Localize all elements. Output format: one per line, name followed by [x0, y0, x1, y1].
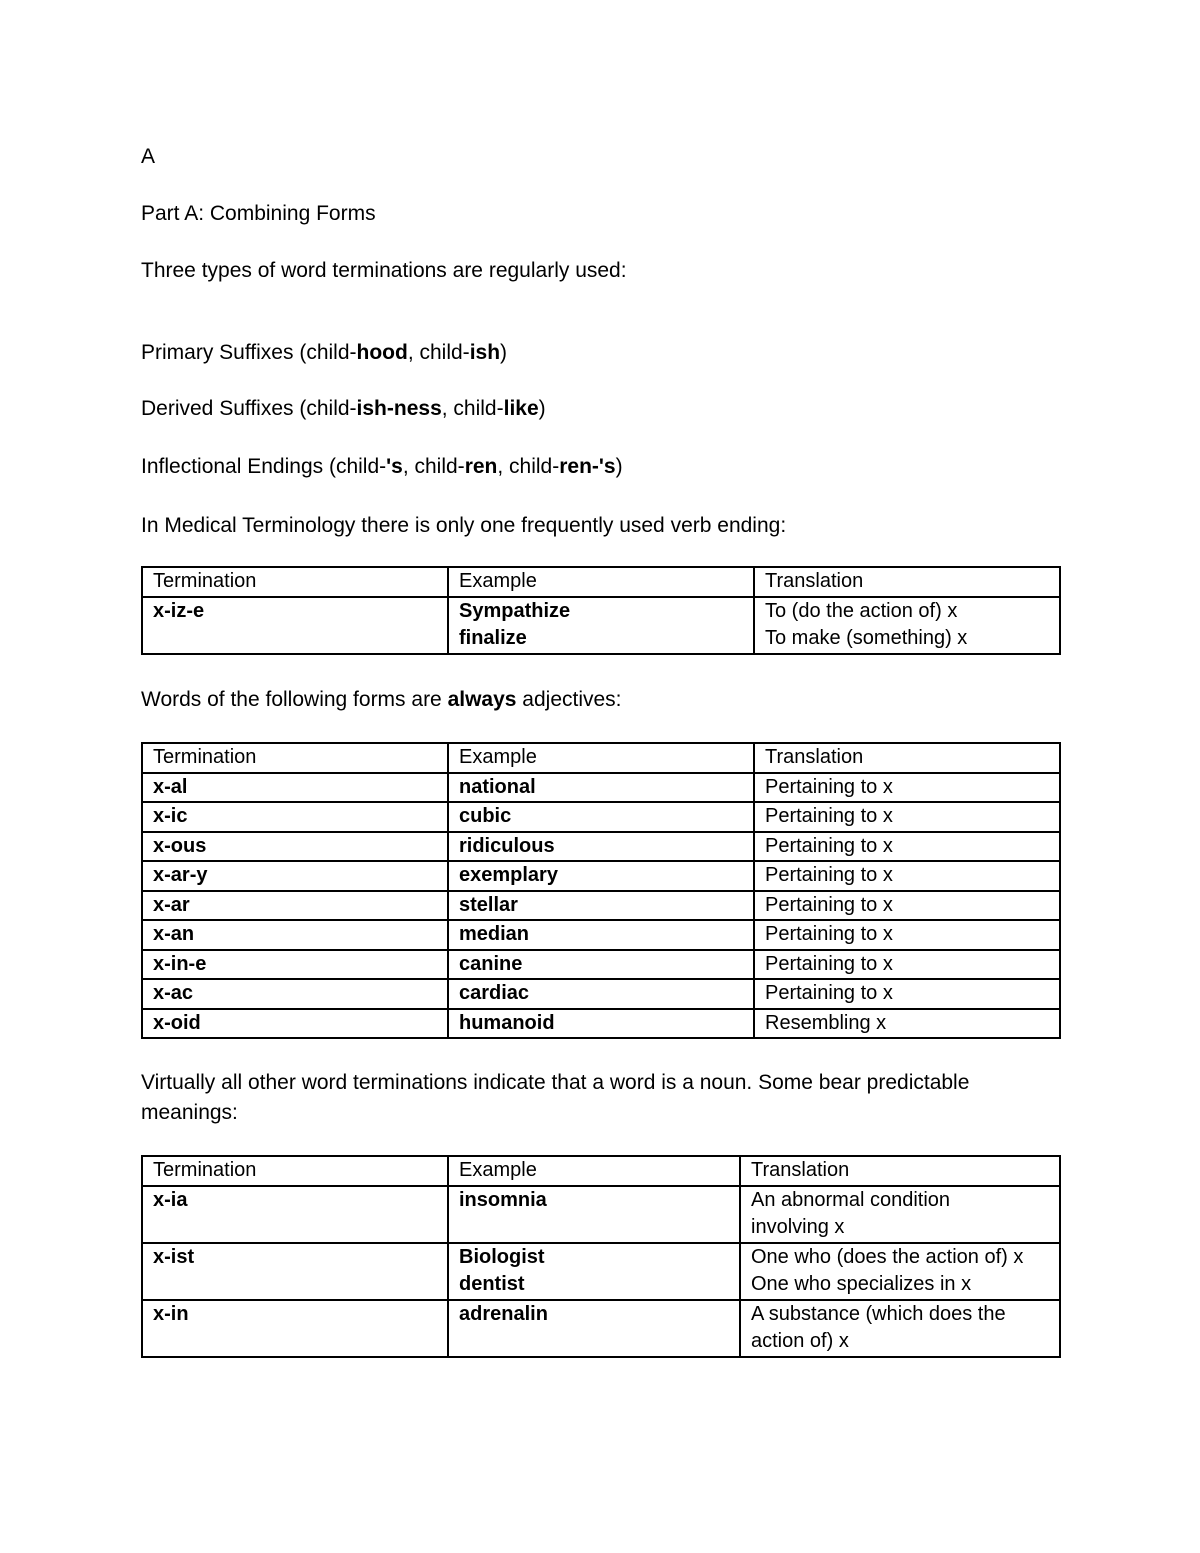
example-cell	[448, 1186, 740, 1243]
type-label: Inflectional Endings (	[141, 455, 336, 478]
table-row	[142, 802, 1060, 832]
translation-cell	[740, 1186, 1060, 1243]
type-example-parts	[306, 341, 507, 364]
example-line: adrenalin	[459, 1302, 548, 1325]
example-cell	[448, 1243, 740, 1300]
example-cell: humanoid	[448, 1009, 754, 1039]
translation-cell: Pertaining to x	[754, 773, 1060, 803]
termination-cell: x-iz-e	[142, 597, 448, 654]
example-fragment: child-	[306, 341, 357, 364]
adjective-intro-emphasis: always	[447, 688, 517, 711]
table-row	[142, 1186, 1060, 1243]
translation-line: One who (does the action of) x	[751, 1245, 1024, 1268]
noun-intro: Virtually all other word terminations indicate that a word is a noun. Some bear predictable meanings:	[141, 1071, 970, 1124]
header-translation: Translation	[740, 1156, 1060, 1186]
termination-cell: x-ac	[142, 979, 448, 1009]
example-fragment: , child-	[497, 455, 560, 478]
type-label: Derived Suffixes (	[141, 397, 307, 420]
verb-intro: In Medical Terminology there is only one frequently used verb ending:	[141, 514, 787, 537]
translation-cell: Pertaining to x	[754, 920, 1060, 950]
table-row	[142, 1300, 1060, 1357]
table-row	[142, 597, 1060, 654]
termination-cell: x-ar	[142, 891, 448, 921]
header-example: Example	[448, 1156, 740, 1186]
table-header-row	[142, 1156, 1060, 1186]
example-cell	[448, 1300, 740, 1357]
example-fragment: , child-	[441, 397, 504, 420]
translation-line: An abnormal condition	[751, 1188, 951, 1211]
termination-cell: x-ar-y	[142, 861, 448, 891]
table-row	[142, 1243, 1060, 1300]
example-fragment: , child-	[407, 341, 470, 364]
translation-line: To (do the action of) x	[765, 599, 958, 622]
example-line: finalize	[459, 627, 527, 649]
heading-letter: A	[141, 145, 156, 168]
termination-cell: x-ous	[142, 832, 448, 862]
termination-cell: x-in	[142, 1300, 448, 1357]
example-fragment: )	[500, 341, 508, 364]
type-example-parts	[336, 455, 623, 478]
table-row	[142, 773, 1060, 803]
table-header-row	[142, 567, 1060, 597]
verb-table	[141, 566, 1061, 655]
example-fragment: )	[615, 455, 623, 478]
table-row	[142, 891, 1060, 921]
suffix-emphasis: ish-ness	[356, 397, 442, 420]
example-line: insomnia	[459, 1188, 547, 1211]
translation-line: action of) x	[751, 1330, 849, 1352]
header-translation: Translation	[754, 743, 1060, 773]
translation-line: To make (something) x	[765, 627, 968, 649]
example-cell: stellar	[448, 891, 754, 921]
adjective-intro-before: Words of the following forms are	[141, 688, 448, 711]
table-header-row	[142, 743, 1060, 773]
translation-cell	[754, 597, 1060, 654]
example-cell: median	[448, 920, 754, 950]
example-cell: canine	[448, 950, 754, 980]
termination-cell: x-ic	[142, 802, 448, 832]
type-label: Primary Suffixes (	[141, 341, 307, 364]
type-derived-suffixes	[141, 396, 546, 422]
header-example: Example	[448, 743, 754, 773]
translation-cell: Pertaining to x	[754, 979, 1060, 1009]
example-line: Biologist	[459, 1245, 545, 1268]
header-termination: Termination	[142, 743, 448, 773]
termination-cell: x-oid	[142, 1009, 448, 1039]
table-row	[142, 1009, 1060, 1039]
header-translation: Translation	[754, 567, 1060, 597]
translation-cell: Pertaining to x	[754, 950, 1060, 980]
table-row	[142, 920, 1060, 950]
example-line: Sympathize	[459, 599, 571, 622]
termination-cell: x-ia	[142, 1186, 448, 1243]
table-row	[142, 832, 1060, 862]
suffix-emphasis: ren-'s	[559, 455, 616, 478]
example-line: dentist	[459, 1273, 525, 1295]
termination-cell: x-ist	[142, 1243, 448, 1300]
part-title: Part A: Combining Forms	[141, 202, 376, 225]
header-example: Example	[448, 567, 754, 597]
example-fragment: child-	[335, 455, 387, 478]
adjective-intro-after: adjectives:	[516, 688, 622, 711]
translation-line: involving x	[751, 1216, 845, 1238]
translation-cell: Pertaining to x	[754, 832, 1060, 862]
example-cell: ridiculous	[448, 832, 754, 862]
termination-cell: x-al	[142, 773, 448, 803]
type-example-parts	[306, 397, 545, 420]
translation-line: One who specializes in x	[751, 1273, 972, 1295]
translation-cell: Resembling x	[754, 1009, 1060, 1039]
example-cell: cubic	[448, 802, 754, 832]
translation-line: A substance (which does the	[751, 1302, 1006, 1325]
termination-cell: x-in-e	[142, 950, 448, 980]
table-row	[142, 950, 1060, 980]
header-termination: Termination	[142, 1156, 448, 1186]
example-cell: exemplary	[448, 861, 754, 891]
example-cell	[448, 597, 754, 654]
header-termination: Termination	[142, 567, 448, 597]
suffix-emphasis: hood	[356, 341, 408, 364]
example-fragment: child-	[306, 397, 357, 420]
example-fragment: , child-	[402, 455, 465, 478]
translation-cell: Pertaining to x	[754, 861, 1060, 891]
table-row	[142, 979, 1060, 1009]
example-fragment: )	[538, 397, 546, 420]
translation-cell	[740, 1243, 1060, 1300]
type-inflectional-endings	[141, 454, 623, 480]
translation-cell: Pertaining to x	[754, 802, 1060, 832]
translation-cell	[740, 1300, 1060, 1357]
adjective-table	[141, 742, 1061, 1039]
noun-table	[141, 1155, 1061, 1358]
suffix-emphasis: 's	[386, 455, 403, 478]
translation-cell: Pertaining to x	[754, 891, 1060, 921]
suffix-emphasis: ish	[469, 341, 501, 364]
table-row	[142, 861, 1060, 891]
adjective-intro	[141, 687, 622, 713]
type-primary-suffixes	[141, 340, 507, 366]
example-cell: cardiac	[448, 979, 754, 1009]
example-cell: national	[448, 773, 754, 803]
suffix-emphasis: ren	[464, 455, 498, 478]
suffix-emphasis: like	[503, 397, 539, 420]
termination-cell: x-an	[142, 920, 448, 950]
intro-text: Three types of word terminations are regularly used:	[141, 259, 627, 282]
